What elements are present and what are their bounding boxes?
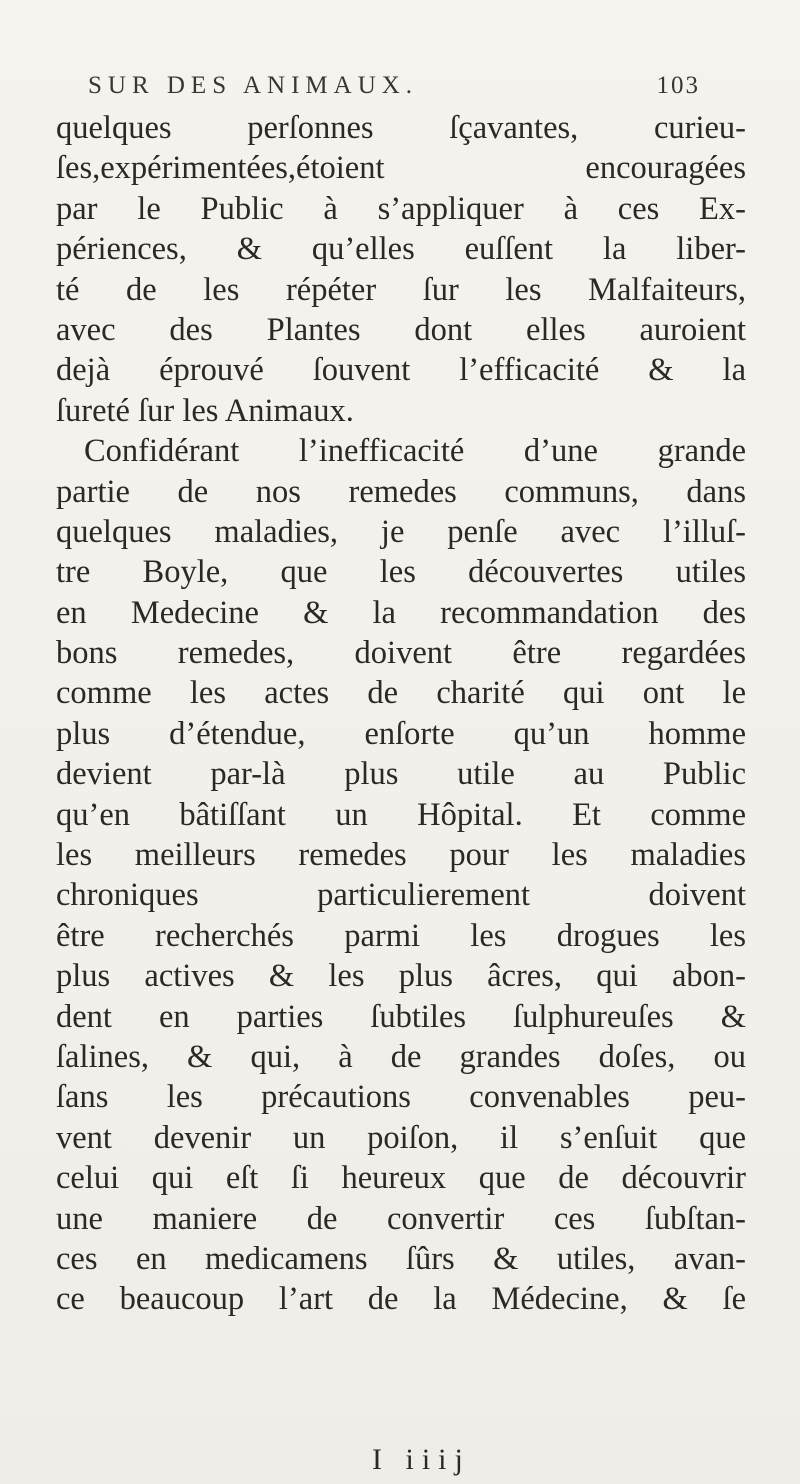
text-line: en Medecine & la recommandation des [56, 594, 746, 631]
text-line: périences, & qu’elles euſſent la liber- [56, 231, 746, 268]
page-number: 103 [656, 72, 700, 99]
text-line: dent en parties ſubtiles ſulphureuſes & [56, 998, 746, 1035]
text-line: partie de nos remedes communs, dans [56, 473, 746, 510]
running-title: SUR DES ANIMAUX. [88, 72, 419, 99]
signature-mark: I iiij [372, 1443, 471, 1476]
text-line: chroniques particulierement doivent [56, 877, 746, 914]
text-line: dejà éprouvé ſouvent l’efficacité & la [56, 352, 746, 389]
text-line: une maniere de convertir ces ſubſtan- [56, 1200, 746, 1237]
text-line: ſalines, & qui, à de grandes doſes, ou [56, 1038, 746, 1075]
text-line: être recherchés parmi les drogues les [56, 917, 746, 954]
text-line: bons remedes, doivent être regardées [56, 635, 746, 672]
text-line: vent devenir un poiſon, il s’enſuit que [56, 1119, 746, 1156]
page-header [88, 72, 728, 104]
text-line: ſans les précautions convenables peu- [56, 1079, 746, 1116]
text-line: qu’en bâtiſſant un Hôpital. Et comme [56, 796, 746, 833]
text-line: tre Boyle, que les découvertes utiles [56, 554, 746, 591]
text-line: les meilleurs remedes pour les maladies [56, 837, 746, 874]
text-line: Confidérant l’inefficacité d’une grande [84, 433, 746, 470]
text-line: avec des Plantes dont elles auroient [56, 311, 746, 348]
text-line: comme les actes de charité qui ont le [56, 675, 746, 712]
text-line: celui qui eſt ſi heureux que de découvrir [56, 1160, 746, 1197]
text-line: ces en medicamens ſûrs & utiles, avan- [56, 1240, 746, 1277]
text-line: devient par-là plus utile au Public [56, 756, 746, 793]
text-line: plus d’étendue, enſorte qu’un homme [56, 715, 746, 752]
text-line: ce beaucoup l’art de la Médecine, & ſe [56, 1281, 746, 1318]
text-line: ſes,expérimentées,étoient encouragées [56, 150, 746, 187]
text-line: té de les répéter ſur les Malfaiteurs, [56, 271, 746, 308]
text-line: ſureté ſur les Animaux. [56, 392, 354, 429]
text-line: quelques perſonnes ſçavantes, curieu- [56, 110, 746, 146]
text-line: par le Public à s’appliquer à ces Ex- [56, 190, 746, 227]
text-line: quelques maladies, je penſe avec l’illuſ- [56, 513, 746, 550]
body-text [56, 108, 746, 1320]
text-line: plus actives & les plus âcres, qui abon- [56, 958, 746, 995]
